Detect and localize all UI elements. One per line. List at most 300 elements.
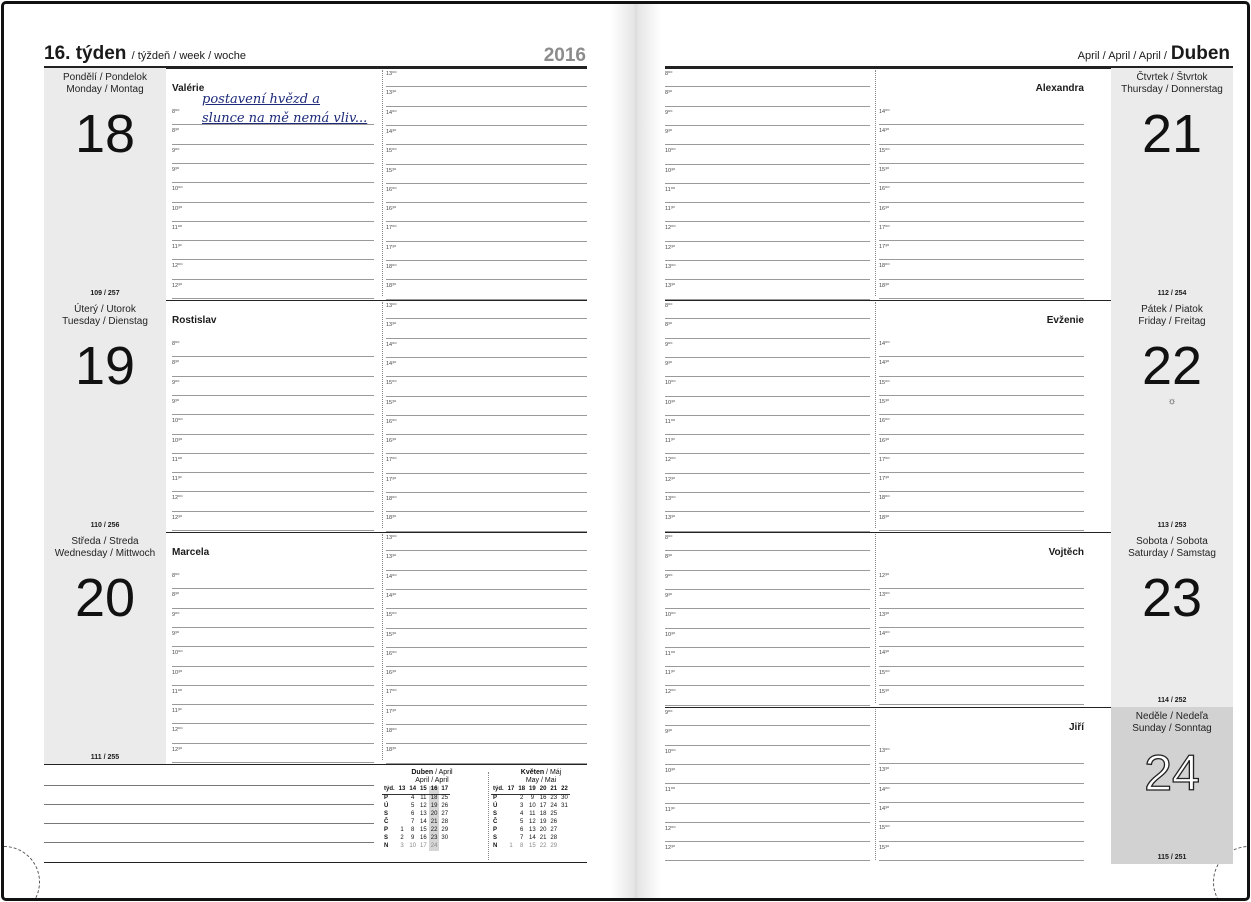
day-block-saturday [665,532,1233,707]
time-slot-label: 18⁰⁰ [386,496,397,502]
time-slot-label: 12⁰⁰ [172,263,183,270]
mini-cal-day: 3 [400,843,404,850]
time-slot-line [665,841,870,842]
day-number: 24 [1144,745,1200,801]
time-slot-line [879,124,1084,125]
mini-cal-day [397,795,408,804]
time-slot-line [386,318,587,319]
time-slot-line [879,646,1084,647]
nameday-label: Marcela [172,547,210,558]
time-slot-line [665,822,870,823]
mini-cal-day: 20 [539,827,547,834]
mini-cal-day: 28 [441,819,449,826]
book-spine [611,4,661,898]
mini-cal-day: S [493,835,498,842]
mini-cal-day: 27 [441,811,449,818]
time-slot-line [386,241,587,242]
time-slot-label: 15³⁰ [386,631,397,638]
time-slot-label: 12³⁰ [665,244,676,251]
time-slot-label: 8⁰⁰ [665,71,673,77]
time-slot-label: 15³⁰ [879,844,890,851]
mini-cal-day: 21 [539,835,547,842]
time-slot-label: 8³⁰ [172,128,180,135]
time-slot-label: 12⁰⁰ [665,689,676,696]
week-title: 16. týden [44,43,127,64]
mini-cal-day: 3 [520,803,524,810]
year-label: 2016 [543,45,586,66]
time-slot-label: 16³⁰ [386,206,397,213]
time-slot-label: 16⁰⁰ [386,418,397,425]
time-slot-label: 15³⁰ [386,167,397,174]
time-slot-line [879,588,1084,589]
time-slot-label: 16³⁰ [386,438,397,445]
mini-cal-week-number: 22 [559,786,570,795]
time-slot-label: 18³⁰ [879,514,890,521]
mini-cal-day: 9 [411,835,415,842]
mini-cal-row [382,803,450,811]
time-slot-label: 9³⁰ [172,630,180,637]
time-slot-label: 11⁰⁰ [665,186,676,193]
time-slot-label: 11⁰⁰ [665,418,676,425]
time-slot-line [386,144,587,145]
time-slot-line [386,647,587,648]
mini-cal-day: 23 [430,835,438,842]
time-slot-label: 9⁰⁰ [665,710,673,716]
mini-cal-day: 12 [529,819,536,826]
time-slot-label: 17³⁰ [386,476,397,483]
mini-cal-week-number: 19 [527,786,538,795]
time-slot-line [665,608,870,609]
time-slot-line [879,704,1084,705]
time-slot-line [879,298,1084,299]
time-slot-line [386,743,587,744]
time-slot-line [665,764,870,765]
column-divider [382,302,383,528]
time-slot-line [665,279,870,280]
time-slot-label: 12³⁰ [665,845,676,852]
mini-cal-day: 18 [430,795,438,802]
day-name: Sobota / Sobota [1136,536,1208,547]
mini-cal-day: 24 [430,843,438,850]
nameday-label: Jiří [1068,722,1084,733]
time-slot-label: 13⁰⁰ [386,303,397,309]
time-slot-line [386,434,587,435]
time-slot-label: 11³⁰ [665,806,675,813]
day-name: Pátek / Piatok [1141,304,1203,315]
mini-cal-week-number: 16 [429,786,440,795]
mini-cal-day [439,843,450,851]
time-slot-label: 15³⁰ [879,688,890,695]
time-slot-line [665,125,870,126]
time-slot-label: 15⁰⁰ [386,380,397,387]
time-slot-label: 18³⁰ [386,515,397,522]
time-slot-label: 9⁰⁰ [172,611,180,618]
time-slot-label: 11³⁰ [172,476,182,483]
mini-cal-day: 9 [530,795,535,802]
time-slot-label: 12⁰⁰ [172,495,183,502]
mini-cal-row [382,819,450,827]
mini-cal-day: 11 [529,811,536,818]
time-slot-line [172,279,374,280]
mini-cal-day: 17 [539,803,547,810]
time-slot-line [665,453,870,454]
time-slot-line [386,473,587,474]
planner-spread [1,1,1250,901]
column-divider [875,534,876,703]
time-slot-label: 13³⁰ [386,90,397,97]
day-of-year-count: 113 / 253 [1157,522,1187,529]
mini-cal-day: 10 [529,803,536,810]
time-slot-line [879,182,1084,183]
time-slot-label: 12³⁰ [172,282,183,289]
time-slot-line [879,802,1084,803]
time-slot-line [386,86,587,87]
time-slot-label: 10⁰⁰ [665,148,676,155]
time-slot-line [879,666,1084,667]
date-column [1111,532,1233,707]
time-slot-label: 16⁰⁰ [879,186,890,193]
time-slot-label: 12³⁰ [172,514,183,521]
time-slot-label: 18³⁰ [879,282,890,289]
time-slot-label: 10³⁰ [665,167,676,174]
date-column [1111,707,1233,864]
mini-cal-day: 20 [430,811,438,818]
mini-cal-day: 1 [400,827,404,834]
time-slot-line [879,860,1084,861]
mini-cal-day: 15 [420,827,427,834]
day-of-year-count: 110 / 256 [90,522,120,529]
mini-cal-day: N [493,843,498,850]
mini-cal-row [491,803,570,811]
time-slot-line [172,646,374,647]
mini-cal-day: 5 [520,819,524,826]
mini-cal-day [559,827,570,835]
time-slot-label: 17⁰⁰ [879,224,890,231]
time-slot-label: 17⁰⁰ [879,456,890,463]
time-slot-label: 14⁰⁰ [386,109,397,116]
note-line-1: postavení hvězd a [202,92,320,107]
mini-cal-day: 26 [441,803,449,810]
time-slot-line [665,745,870,746]
mini-cal-week-number: 20 [538,786,549,795]
mini-cal-day: 7 [520,835,524,842]
nameday-label: Vojtěch [1048,547,1084,558]
mini-cal-day [559,811,570,819]
time-slot-label: 9⁰⁰ [665,341,673,348]
time-slot-line [665,511,870,512]
mini-cal-day: S [384,811,389,818]
mini-cal-day: 25 [550,811,558,818]
notes-line [44,785,374,786]
mini-cal-week-number: 13 [397,786,408,795]
time-slot-line [665,260,870,261]
day-block-thursday [665,68,1233,300]
nameday-label: Rostislav [172,315,217,326]
time-slot-label: 15⁰⁰ [386,612,397,619]
day-name-en: Friday / Freitag [1138,316,1206,327]
nameday-label: Alexandra [1035,83,1084,94]
time-slot-line [172,491,374,492]
time-slot-label: 8⁰⁰ [172,109,180,115]
time-slot-label: 9³⁰ [665,729,673,736]
handwritten-note [202,90,367,128]
mini-cal-day: 13 [529,827,536,834]
time-slot-label: 15⁰⁰ [386,148,397,155]
time-slot-line [386,125,587,126]
time-slot-line [172,298,374,299]
mini-cal-day: 16 [539,795,547,802]
mini-cal-row [382,827,450,835]
notes-line [44,823,374,824]
mini-cal-day [559,843,570,851]
day-number: 20 [74,568,136,628]
time-slot-label: 9⁰⁰ [172,379,180,386]
time-slot-label: 8³⁰ [172,592,180,599]
time-slot-label: 10³⁰ [172,437,183,444]
time-slot-label: 13³⁰ [879,611,890,618]
time-slot-line [172,414,374,415]
time-slot-label: 15⁰⁰ [879,147,890,154]
time-slot-line [665,685,870,686]
time-slot-line [386,724,587,725]
time-slot-line [386,376,587,377]
mini-cal-week-number: 17 [506,786,517,795]
time-slot-label: 8⁰⁰ [172,341,180,347]
time-slot-line [172,144,374,145]
time-slot-line [172,356,374,357]
mini-cal-day: 18 [539,811,547,818]
time-slot-label: 14³⁰ [386,128,397,135]
day-number: 18 [74,104,136,164]
time-slot-label: 14³⁰ [879,650,890,657]
mini-cal-day: 6 [520,827,524,834]
time-slot-line [879,221,1084,222]
time-slot-label: 12³⁰ [172,746,183,753]
mini-cal-day: Č [384,819,389,826]
time-slot-label: 16⁰⁰ [386,650,397,657]
time-slot-line [879,783,1084,784]
time-slot-line [386,183,587,184]
time-slot-line [172,762,374,763]
time-slot-label: 11³⁰ [665,206,675,213]
time-slot-label: 15⁰⁰ [879,669,890,676]
mini-cal-day: 22 [539,843,547,850]
mini-cal-row [382,795,450,804]
time-slot-line [879,240,1084,241]
time-slot-label: 17³⁰ [386,708,397,715]
mini-cal-day: 29 [550,843,558,850]
mini-cal-row [382,843,450,851]
time-slot-label: 14³⁰ [386,592,397,599]
time-slot-label: 10³⁰ [172,205,183,212]
time-slot-line [665,318,870,319]
mini-cal-day [397,803,408,811]
time-slot-label: 10⁰⁰ [665,612,676,619]
time-slot-label: 15³⁰ [879,166,890,173]
day-name: Čtvrtek / Štvrtok [1136,72,1208,83]
mini-cal-week-number: týd. [382,786,397,795]
mini-cal-week-number: 14 [407,786,418,795]
time-slot-line [665,357,870,358]
time-slot-line [172,259,374,260]
mini-cal-day: 27 [550,827,558,834]
mini-cal-day [506,835,517,843]
mini-cal-day: P [384,795,389,802]
date-column [44,300,166,532]
time-slot-line [879,279,1084,280]
time-slot-label: 15⁰⁰ [879,379,890,386]
time-slot-label: 16³⁰ [879,437,890,444]
time-slot-label: 14⁰⁰ [879,341,890,347]
mini-cal-may-table [491,786,570,851]
time-slot-label: 17⁰⁰ [386,457,397,464]
time-slot-line [879,163,1084,164]
time-slot-label: 8⁰⁰ [172,573,180,579]
time-slot-line [665,473,870,474]
mini-cal-may-title: Květen [520,769,545,776]
mini-cal-day: P [493,827,498,834]
mini-cal-day: 24 [550,803,558,810]
column-divider [382,534,383,760]
mini-cal-day: 16 [420,835,427,842]
time-slot-line [879,376,1084,377]
time-slot-label: 17³⁰ [386,244,397,251]
time-slot-label: 14⁰⁰ [386,341,397,348]
time-slot-label: 10³⁰ [665,399,676,406]
time-slot-line [879,491,1084,492]
time-slot-line [386,279,587,280]
time-slot-line [665,705,870,706]
day-name: Úterý / Utorok [74,304,136,315]
time-slot-label: 18³⁰ [386,283,397,290]
time-slot-line [386,221,587,222]
time-slot-label: 13³⁰ [665,515,676,522]
time-slot-line [386,415,587,416]
time-slot-line [172,530,374,531]
mini-cal-day: 8 [520,843,524,850]
day-block-friday [665,300,1233,532]
mini-cal-april-title: Duben [411,769,434,776]
time-slot-line [665,144,870,145]
time-slot-line [879,821,1084,822]
mini-cal-day [397,819,408,827]
mini-cal-day [506,795,517,804]
notes-line [44,842,374,843]
time-slot-line [386,628,587,629]
mini-cal-row [491,827,570,835]
day-number: 21 [1141,104,1203,164]
time-slot-label: 15⁰⁰ [879,825,890,832]
time-slot-label: 13⁰⁰ [665,264,676,270]
mini-cal-row [491,811,570,819]
time-slot-line [879,202,1084,203]
mini-cal-day: S [493,811,498,818]
time-slot-line [172,588,374,589]
time-slot-label: 9³⁰ [665,592,673,599]
mini-cal-day: P [384,827,389,834]
mini-cal-divider [488,772,489,860]
mini-cal-day: Ú [493,803,498,810]
time-slot-label: 8³⁰ [665,554,673,561]
time-slot-line [386,106,587,107]
time-slot-line [665,550,870,551]
time-slot-label: 14⁰⁰ [879,786,890,793]
time-slot-line [665,202,870,203]
time-slot-line [665,183,870,184]
day-of-year-count: 114 / 252 [1157,697,1187,704]
time-slot-line [386,570,587,571]
time-slot-label: 17³⁰ [879,244,890,251]
mini-cal-day: 10 [409,843,417,850]
time-slot-label: 14⁰⁰ [879,109,890,115]
mini-cal-day: 1 [509,843,513,850]
mini-cal-row [382,811,450,819]
mini-cal-day: 17 [420,843,427,850]
time-slot-line [386,357,587,358]
time-slot-line [665,589,870,590]
time-slot-label: 16³⁰ [879,205,890,212]
mini-cal-day: 22 [430,827,438,834]
time-slot-line [879,434,1084,435]
time-slot-line [665,666,870,667]
time-slot-label: 12⁰⁰ [665,825,676,832]
mini-cal-day: 11 [420,795,427,802]
mini-cal-day [506,827,517,835]
time-slot-label: 13⁰⁰ [386,535,397,541]
time-slot-label: 10⁰⁰ [665,748,676,755]
time-slot-label: 18³⁰ [386,747,397,754]
mini-cal-day: 15 [529,843,536,850]
mini-cal-day: 7 [411,819,415,826]
date-column [1111,300,1233,532]
time-slot-line [665,783,870,784]
mini-calendar-april [382,769,482,851]
time-slot-line [879,763,1084,764]
day-name: Středa / Streda [71,536,139,547]
time-slot-line [172,472,374,473]
time-slot-line [172,240,374,241]
time-slot-label: 12⁰⁰ [172,727,183,734]
time-slot-label: 16⁰⁰ [386,186,397,193]
time-slot-label: 8³⁰ [665,322,673,329]
month-subtitle: April / April / April / [1077,50,1167,62]
time-slot-line [386,260,587,261]
time-slot-line [386,492,587,493]
time-slot-label: 9⁰⁰ [665,573,673,580]
note-line-2: slunce na mě nemá vliv... [202,111,368,126]
time-slot-label: 15³⁰ [879,398,890,405]
time-slot-line [172,434,374,435]
time-slot-label: 11⁰⁰ [665,650,676,657]
time-slot-line [386,550,587,551]
time-slot-label: 12⁰⁰ [665,457,676,464]
time-slot-line [665,725,870,726]
time-slot-label: 11³⁰ [665,670,675,677]
time-slot-line [386,608,587,609]
time-slot-line [386,705,587,706]
time-slot-line [665,434,870,435]
sun-symbol-icon: ☼ [1167,396,1177,407]
mini-cal-row [382,835,450,843]
mini-cal-header-row [491,786,570,795]
time-slot-label: 17⁰⁰ [386,225,397,232]
mini-cal-day: N [384,843,389,850]
time-slot-label: 14⁰⁰ [386,573,397,580]
time-slot-line [665,241,870,242]
time-slot-label: 9³⁰ [172,398,180,405]
day-of-year-count: 112 / 254 [1157,290,1187,297]
mini-cal-may-sub2: May / Mai [525,776,557,784]
